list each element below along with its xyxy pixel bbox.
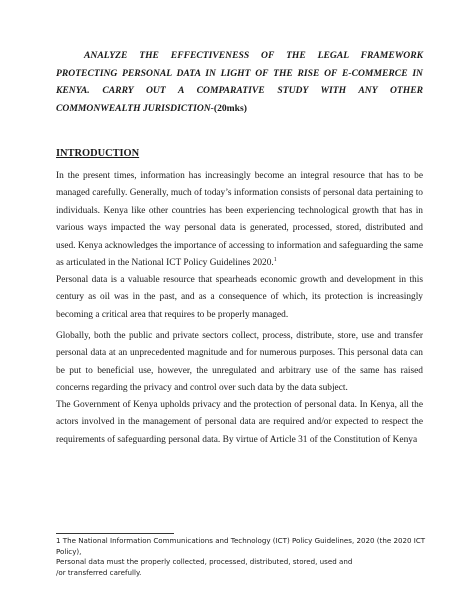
introduction-paragraph-1: [56, 168, 423, 272]
paragraph-1-text: In the present times, information has increasingly become an integral resource that has to be managed carefully. Generally, much of today’s information consists of personal data pertaining to individuals. Kenya like other countries has been experiencing technological growth that has in various ways impacted the way personal data is generated, processed, stored, distributed and used. Kenya acknowledges the importance of accessing to information and safeguarding the same as articulated in the National ICT Policy Guidelines 2020.: [56, 171, 423, 269]
footnote-line-1: 1 The National Information Communications and Technology (ICT) Policy Guidelines, 2020 (the 2020 ICT Policy),: [56, 536, 426, 556]
introduction-paragraph-3: Globally, both the public and private sectors collect, process, distribute, store, use and transfer personal data at an unprecedented magnitude and for numerous purposes. This personal data can be put to beneficial use, however, the unregulated and arbitrary use of the same has raised concerns regarding the privacy and control over such data by the data subject.: [56, 331, 423, 394]
task-marks: (20mks): [213, 102, 247, 114]
footnote-line-2: Personal data must the properly collected, processed, distributed, stored, used and: [56, 557, 353, 567]
footnote: [56, 536, 436, 578]
introduction-heading: INTRODUCTION: [56, 148, 140, 159]
footnote-separator: [56, 533, 174, 534]
task-title: [56, 47, 423, 117]
introduction-paragraph-4: The Government of Kenya upholds privacy and the protection of personal data. In Kenya, all the actors involved in the management of personal data are required and/or expected to respect the requirements of safeguarding personal data. By virtue of Article 31 of the Constitution of Kenya: [56, 400, 423, 445]
introduction-paragraph-2: Personal data is a valuable resource that spearheads economic growth and development in this century as oil was in the past, and as a consequence of which, its protection is increasingly becoming a critical area that requires to be properly managed.: [56, 275, 423, 320]
task-title-text: ANALYZE THE EFFECTIVENESS OF THE LEGAL FRAMEWORK PROTECTING PERSONAL DATA IN LIGHT OF THE RISE OF E-COMMERCE IN KENYA. CARRY OUT A COMPARATIVE STUDY WITH ANY OTHER COMMONWEALTH JURISDICTION-: [56, 50, 423, 114]
footnote-line-3: /or transferred carefully.: [56, 567, 142, 577]
footnote-reference: 1: [273, 257, 277, 264]
